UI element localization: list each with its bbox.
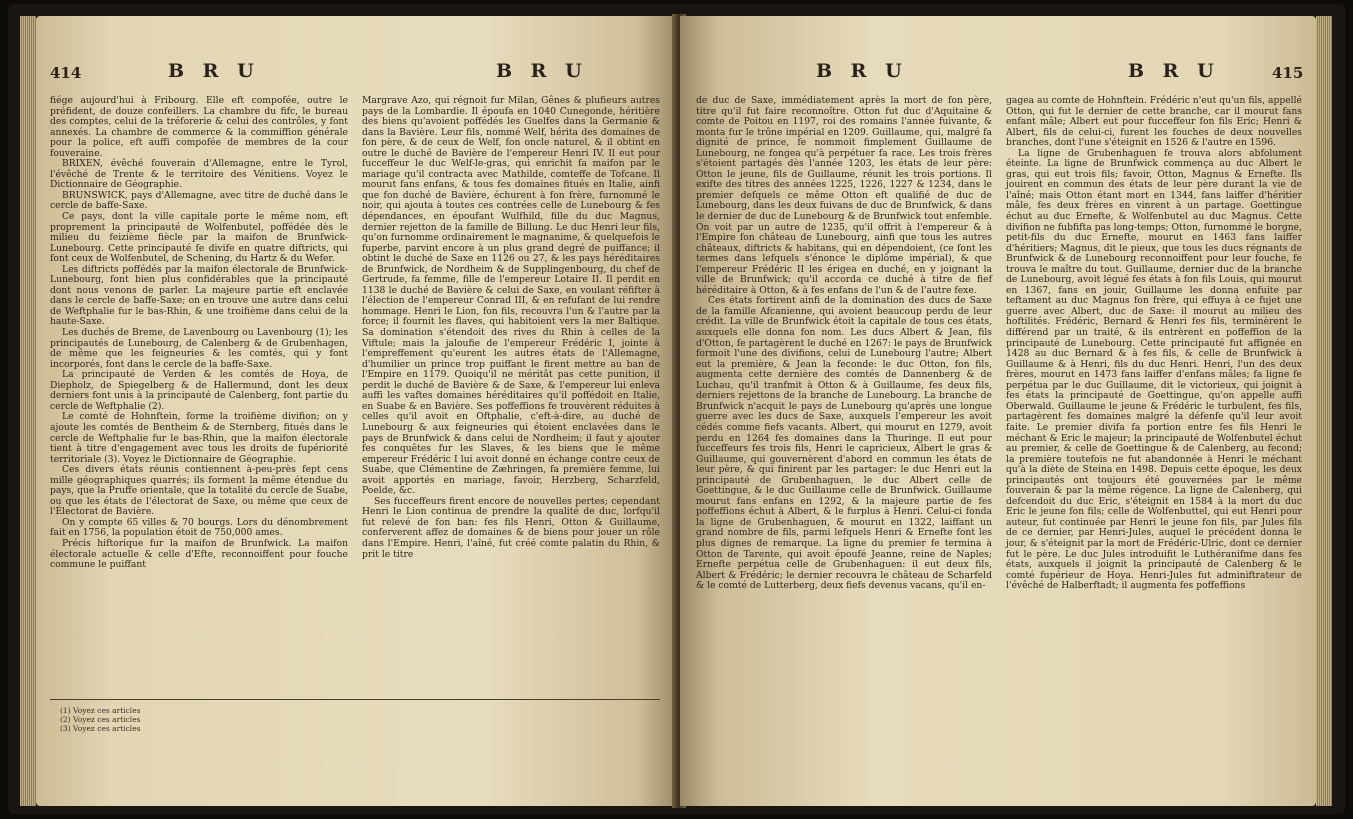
paragraph: On y compte 65 villes & 70 bourgs. Lors du dénombrement fait en 1756, la population étoit de 750,000 ames. <box>50 516 348 539</box>
left-running-head-1: B R U <box>168 60 260 82</box>
right-page <box>680 16 1316 806</box>
right-running-head-2: B R U <box>1128 60 1220 82</box>
page-edges-right <box>1316 16 1332 806</box>
left-page-number: 414 <box>50 64 82 82</box>
right-column-2 <box>1006 96 1302 592</box>
paragraph: BRIXEN, évêché fouverain d'Allemagne, entre le Tyrol, l'évêché de Trente & le territoire des Vénitiens. Voyez le Dictionnaire de Géographie. <box>50 158 348 191</box>
paragraph: gagea au comte de Hohnftein. Frédéric n'eut qu'un fils, appellé Otton, qui fut le dernier de cette branche, car il mourut fans enfant mâle; Albert eut pour fucceffeur fon fils Eric; Henri & Albert, fils de celui-ci, furent les fouches de deux nouvelles branches, dont l'une s'éteignit en 1526 & l'autre en 1596. <box>1006 95 1302 149</box>
left-column-2 <box>362 96 660 560</box>
right-page-number: 415 <box>1272 64 1304 82</box>
footnote: (2) Voyez ces articles <box>60 715 141 724</box>
book-spread <box>8 4 1345 814</box>
paragraph: Ce pays, dont la ville capitale porte le même nom, eft proprement la principauté de Wolfenbutel, poffédée dès le milieu du feizième fiècle par la maifon de Brunfwick-Lunebourg. Cette principauté fe divife en quatre diftricts, qui font ceux de Wolfenbutel, de Schening, du Hartz & du Wefer. <box>50 211 348 265</box>
right-column-1 <box>696 96 992 592</box>
paragraph: de duc de Saxe, immédiatement après la mort de fon père, titre qu'il fut faire reconnoître. Otton fut duc d'Aquitaine & comte de Poitou en 1197, roi des romains l'année fuivante, & monta fur le trône impérial en 1209. Guillaume, qui, malgré fa dignité de prince, fe nommoit fimplement Guillaume de Lunebourg, ne fongea qu'à perpétuer fa race. Les trois frères s'étoient partagés dès l'année 1203, les états de leur père: Otton le jeune, fils de Guillaume, réunit les trois portions. Il exifte des titres des années 1225, 1226, 1227 & 1234, dans le premier defquels ce même Otton eft qualifié de duc de Lunebourg, dans les deux fuivans de duc de Brunfwick, & dans le dernier de duc de Lunebourg & de Brunfwick tout enfemble. On voit par un autre de 1235, qu'il offrit à l'empereur & à l'Empire fon château de Lunebourg, ainfi que tous les autres châteaux, diftricts & habitans, qui en dépendoient, (ce font les termes dans lefquels s'énonce le diplôme impérial), & que l'empereur Frédéric II les érigea en duché, en y joignant la ville de Brunfwick; qu'il accorda ce duché à titre de fief héréditaire à Otton, & à fes enfans de l'un & de l'autre fexe. <box>696 95 992 296</box>
footnotes <box>60 706 340 733</box>
paragraph: Ces états fortirent ainfi de la domination des ducs de Saxe de la famille Afcanienne, qui avoient beaucoup perdu de leur crédit. La ville de Brunfwick étoit la capitale de tous ces états, auxquels elle donna fon nom. Les ducs Albert & Jean, fils d'Otton, fe partagèrent le duché en 1267: le pays de Brunfwick formoit l'une des divifions, celui de Lunebourg l'autre; Albert eut la première, & Jean la feconde: le duc Otton, fon fils, augmenta cette dernière des comtés de Dannenberg & de Luchau, qu'il tranfmit à Otton & à Guillaume, fes deux fils, derniers rejettons de la branche de Lunebourg. La branche de Brunfwick n'acquit le pays de Lunebourg qu'après une longue guerre avec les ducs de Saxe, auxquels l'empereur les avoit cédés comme fiefs vacants. Albert, qui mourut en 1279, avoit perdu en 1264 fes domaines dans la Thuringe. Il eut pour fucceffeurs fes trois fils, Henri le capricieux, Albert le gras & Guillaume, qui gouvernèrent d'abord en commun les états de leur père, & qui finirent par les partager: le duc Henri eut la principauté de Grubenhaguen, le duc Albert celle de Goettingue, & le duc Guillaume celle de Brunfwick. Guillaume mourut fans enfans en 1292, & la majeure partie de fes poffeffions échut à Albert, & le furplus à Henri. Celui-ci fonda la ligne de Grubenhaguen, & mourut en 1322, laiffant un grand nombre de fils, parmi lefquels Henri & Erneftе font les plus dignes de remarque. La ligne du premier fe termina à Otton de Tarente, qui avoit époufé Jeanne, reine de Naples; Erneftе perpétua celle de Grubenhaguen: il eut deux fils, Albert & Frédéric; le dernier recouvra le château de Scharfeld & le comté de Lutterberg, deux fiefs devenus vacans, qu'il en- <box>696 295 992 592</box>
paragraph: La principauté de Verden & les comtés de Hoya, de Diepholz, de Spiegelberg & de Hallermund, dont les deux derniers font unis à la principauté de Calenberg, font partie du cercle de Weftphalie (2). <box>50 369 348 412</box>
left-running-head-2: B R U <box>496 60 588 82</box>
paragraph: fiége aujourd'hui à Fribourg. Elle eft compofée, outre le préfident, de douze confeillers. La chambre du fifc, le bureau des comptes, celui de la tréforerie & celui des contrôles, y font annexés. La chambre de commerce & la commiffion générale pour la police, eft auffi compofée de membres de la cour fouveraine. <box>50 95 348 159</box>
paragraph: BRUNSWICK, pays d'Allemagne, avec titre de duché dans le cercle de baffe-Saxe. <box>50 189 348 212</box>
paragraph: Ces divers états réunis contiennent à-peu-près fept cens mille géographiques quarrés; ils forment la même étendue du pays, que la Pruffe orientale, que la totalité du cercle de Suabe, ou que les états de l'électorat de Saxe, ou même que ceux de l'Électorat de Bavière. <box>50 464 348 518</box>
left-page <box>36 16 676 806</box>
paragraph: Le comté de Hohnftein, forme la troifième divifion; on y ajoute les comtés de Bentheim & de Sternberg, fitués dans le cercle de Weftphalie fur le bas-Rhin, que la maifon électorale tient à titre d'engagement avec tous les droits de fupériorité territoriale (3). Voyez le Dictionnaire de Géographie. <box>50 411 348 465</box>
paragraph: Les diftricts poffédés par la maifon électorale de Brunfwick-Lunebourg, font bien plus confidérables que la principauté dont nous venons de parler. La majeure partie eft enclavée dans le cercle de baffe-Saxe; on en trouve une autre dans celui de Weftphalie fur le bas-Rhin, & une troifième dans celui de la haute-Saxe. <box>50 263 348 328</box>
right-running-head-1: B R U <box>816 60 908 82</box>
page-edges-left <box>20 16 36 806</box>
footnote: (1) Voyez ces articles <box>60 706 141 715</box>
paragraph: Margrave Azo, qui régnoit fur Milan, Gênes & plufieurs autres pays de la Lombardie. Il époufa en 1040 Cunegonde, héritière des biens qu'avoient poffédés les Guelfes dans la Germanie & dans la Bavière. Leur fils, nommé Welf, hérita des domaines de fon père, & de ceux de Welf, fon oncle naturel, & il obtint en outre le duché de Bavière de l'empereur Henri IV. Il eut pour fucceffeur le duc Welf-le-gras, qui enrichit fa maifon par le mariage qu'il contracta avec Mathilde, comteffe de Tofcane. Il mourut fans enfans, & tous fes domaines fitués en Italie, ainfi que fon duché de Bavière, échurent à fon frère, furnommé le noir, qui ajouta à toutes ces contrées celle de Lunebourg & fes dépendances, en époufant Wulfhild, fille du duc Magnus, dernier rejetton de la famille de Billung. Le duc Henri leur fils, qu'on furnomme ordinairement le magnanime, & quelquefois le fuperbe, parvint encore à un plus grand degré de puiffance; il obtint le duché de Saxe en 1126 ou 27, & les pays héréditaires de Brunfwick, de Nordheim & de Supplingenbourg, du chef de Gertrude, fa femme, fille de l'empereur Lotaire II. Il perdit en 1138 le duché de Bavière & celui de Saxe, en voulant réfifter à l'élection de l'empereur Conrad III, & en refufant de lui rendre hommage. Henri le Lion, fon fils, recouvra l'un & l'autre par la force; il fournit les flaves, qui habitoient vers la mer Baltique. Sa domination s'étendoit des rives du Rhin à celles de la Viftule; mais la jaloufie de l'empereur Frédéric I, jointe à l'empreffement qu'eurent les autres états de l'Allemagne, d'humilier un prince trop puiffant le firent mettre au ban de l'Empire en 1179. Quoiqu'il ne méritât pas cette punition, il perdit le duché de Bavière & de Saxe, & l'empereur lui enleva auffi les vaftes domaines héréditaires qu'il poffédoit en Italie, en Suabe & en Bavière. Ses poffeffions fe trouvèrent réduites à celles qu'il avoit en Oftphalie, c'eft-à-dire, au duché de Lunebourg & aux feigneuries qui étoient enclavées dans le pays de Brunfwick & dans celui de Nordheim; il faut y ajouter fes conquêtes fur les Slaves, & les biens que le même empereur Frédéric I lui avoit donné en échange contre ceux de Suabe, que Clémentine de Zæhringen, fa première femme, lui avoit apportés en mariage, favoir, Herzberg, Scharzfeld, Poelde, &c. <box>362 95 660 497</box>
paragraph: Ses fucceffeurs firent encore de nouvelles pertes; cependant Henri le Lion continua de prendre la qualité de duc, lorfqu'il fut relevé de fon ban: fes fils Henri, Otton & Guillaume, conferverent affez de domaines & de biens pour jouer un rôle dans l'Empire. Henri, l'aîné, fut créé comte palatin du Rhin, & prit le titre <box>362 495 660 560</box>
footnote-rule <box>50 699 660 700</box>
paragraph: La ligne de Grubenhaguen fe trouva alors abfolument éteinte. La ligne de Brunfwick commença au duc Albert le gras, qui eut trois fils; favoir, Otton, Magnus & Erneftе. Ils jouirent en commun des états de leur père durant la vie de l'aîné; mais Otton étant mort en 1344, fans laiffer d'héritier mâle, fes deux frères en vinrent à un partage. Goettingue échut au duc Erneftе, & Wolfenbutel au duc Magnus. Cette divifion ne fubfifta pas long-temps; Otton, furnommé le borgne, petit-fils du duc Erneftе, mourut en 1463 fans laiffer d'héritiers; Magnus, dit le pieux, que tous les ducs régnants de Brunfwick & de Lunebourg reconnoiffent pour leur fouche, fe trouva le maître du tout. Guillaume, dernier duc de la branche de Lunebourg, avoit légué fes états à fon fils Louis, qui mourut en 1367, fans en jouir, Guillaume les donna enfuite par teftament au duc Magnus fon frère, qui effuya à ce fujet une guerre avec Albert, duc de Saxe: il mourut au milieu des hoftilités. Frédéric, Bernard & Henri fes fils, terminèrent le différend par un traité, & ils entrèrent en poffeffion de la principauté de Lunebourg. Cette principauté fut affignée en 1428 au duc Bernard & à fes fils, & celle de Brunfwick à Guillaume & à Henri, fils du duc Henri. Henri, l'un des deux frères, mourut en 1473 fans laiffer d'enfans mâles; fa ligne fe perpétua par le duc Guillaume, dit le victorieux, qui joignit à fes états la principauté de Goettingue, qu'on appelle auffi Oberwald. Guillaume le jeune & Frédéric le turbulent, fes fils, partagèrent fes domaines malgré la défenfe qu'il leur avoit faite. Le premier divifa fa portion entre fes fils Henri le méchant & Eric le majeur; la principauté de Wolfenbutel échut au premier, & celle de Goettingue & de Calenberg, au fecond; la première toutefois ne fut abandonnée à Henri le méchant qu'à la diète de Steina en 1498. Depuis cette époque, les deux principautés ont toujours été gouvernées par le même fouverain & par la même régence. La ligne de Calenberg, qui defcendoit du duc Eric, s'éteignit en 1584 à la mort du duc Eric le jeune fon fils; celle de Wolfenbuttel, qui eut Henri pour auteur, fut continuée par Henri le jeune fon fils, par Jules fils de ce dernier, par Henri-Jules, auquel le précédent donna le jour, & s'éteignit par la mort de Frédéric-Ulric, dont ce dernier fut le père. Le duc Jules introduifit le Luthéranifme dans fes états, auxquels il joignit la principauté de Calenberg & le comté fupérieur de Hoya. Henri-Jules fut adminiftrateur de l'évêché de Halberftadt; il augmenta fes poffeffions <box>1006 147 1302 592</box>
paragraph: Précis hiftorique fur la maifon de Brunfwick. La maifon électorale actuelle & celle d'Efte, reconnoiffent pour fouche commune le puiffant <box>50 537 348 571</box>
paragraph: Les duchés de Breme, de Lavenbourg ou Lavenbourg (1); les principautés de Lunebourg, de Calenberg & de Grubenhagen, de même que les feigneuries & les comtés, qui y font incorporés, font dans le cercle de la baffe-Saxe. <box>50 327 348 370</box>
left-column-1 <box>50 96 348 571</box>
footnote: (3) Voyez ces articles <box>60 724 141 733</box>
